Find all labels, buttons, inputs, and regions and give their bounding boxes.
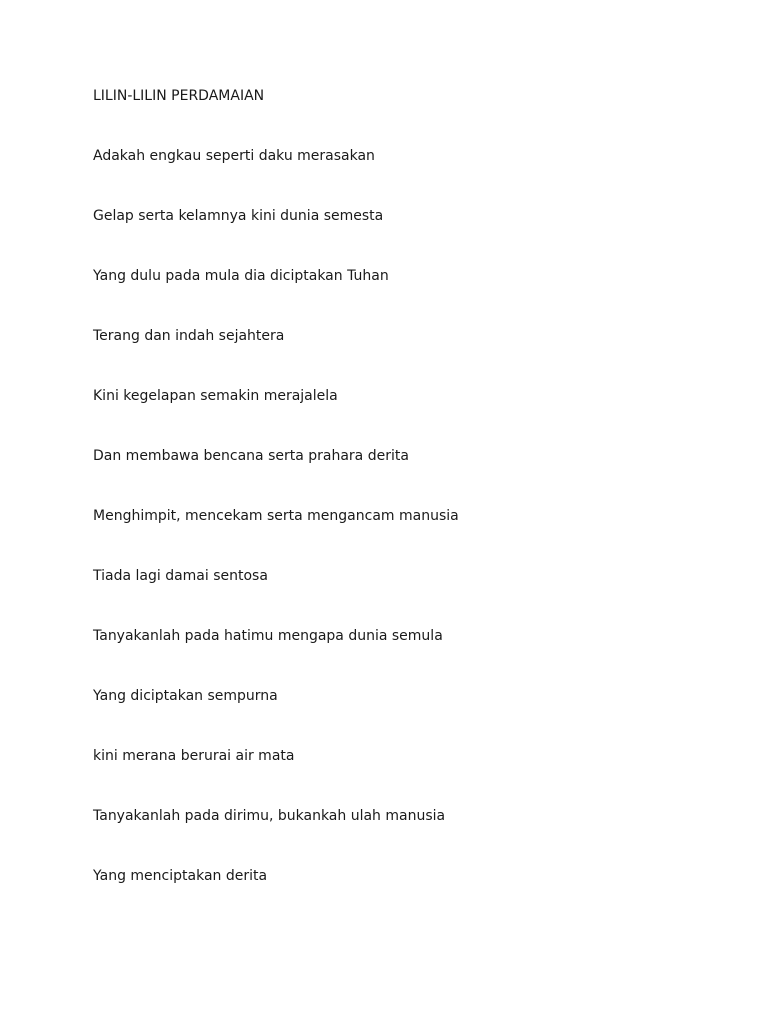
poem-line: Kini kegelapan semakin merajalela [93,388,338,404]
poem-line: Terang dan indah sejahtera [93,328,285,344]
poem-line: Tanyakanlah pada dirimu, bukankah ulah manusia [93,808,446,824]
poem-line: Yang dulu pada mula dia diciptakan Tuhan [93,268,389,284]
poem-title: LILIN-LILIN PERDAMAIAN [93,88,265,104]
poem-line: Yang diciptakan sempurna [93,688,278,704]
poem-body [93,86,459,926]
poem-line: Adakah engkau seperti daku merasakan [93,148,375,164]
poem-line: Menghimpit, mencekam serta mengancam manusia [93,508,459,524]
poem-line: Yang menciptakan derita [93,868,268,884]
poem-line: Gelap serta kelamnya kini dunia semesta [93,208,384,224]
poem-line: Tanyakanlah pada hatimu mengapa dunia semula [93,628,443,644]
poem-line: kini merana berurai air mata [93,748,295,764]
poem-line: Tiada lagi damai sentosa [93,568,268,584]
poem-line: Dan membawa bencana serta prahara derita [93,448,409,464]
